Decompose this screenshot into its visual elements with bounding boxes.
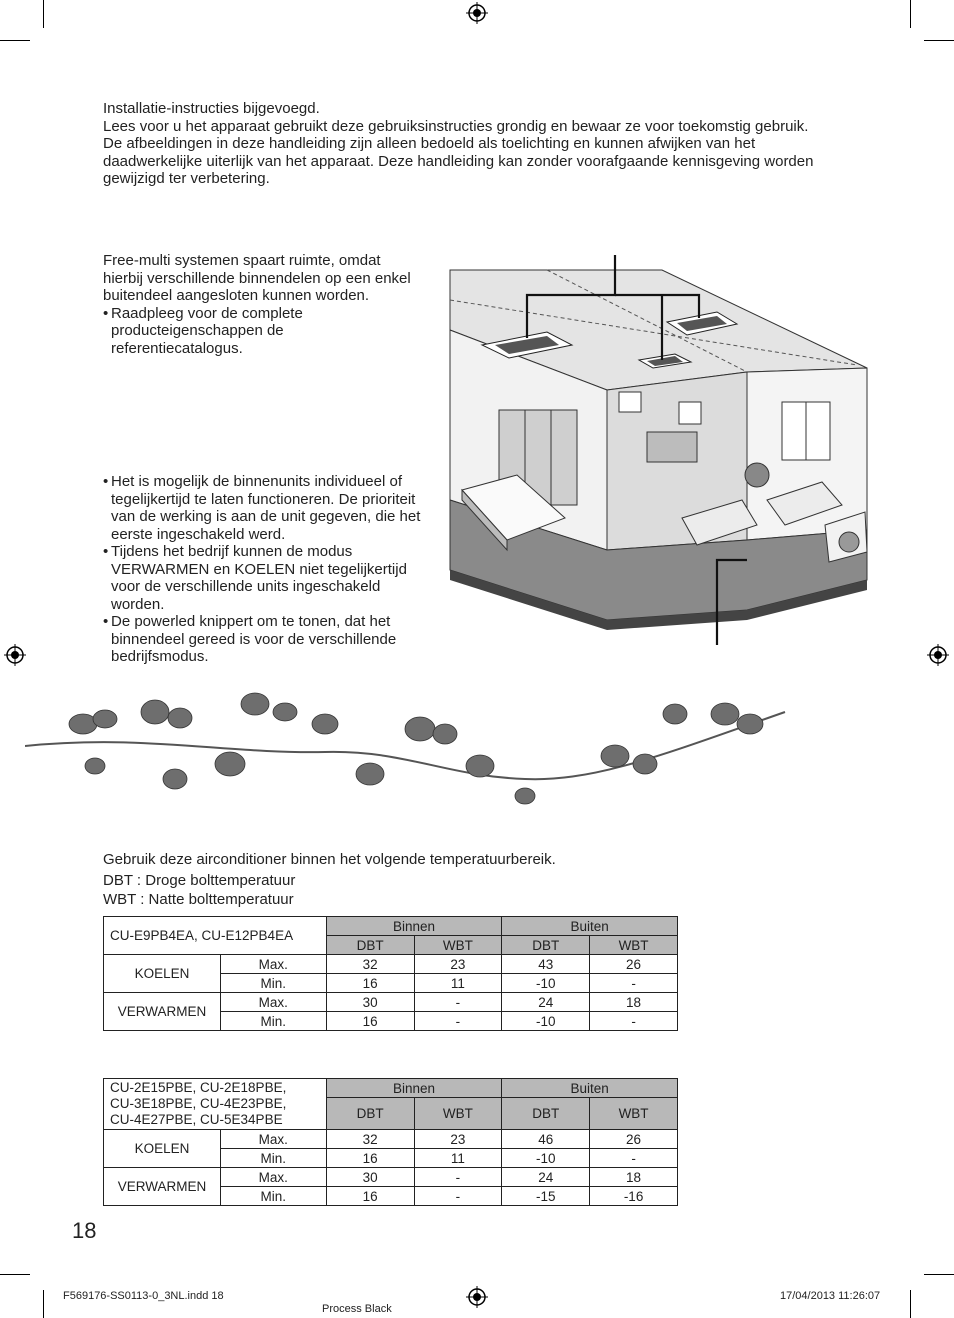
value-cell: 23	[414, 1130, 502, 1149]
model-line: CU-3E18PBE, CU-4E23PBE,	[110, 1096, 287, 1111]
limit-cell: Max.	[220, 955, 326, 974]
value-cell: 16	[326, 1187, 414, 1206]
value-cell: 30	[326, 1168, 414, 1187]
value-cell: 24	[502, 993, 590, 1012]
feature-bullet: • Het is mogelijk de binnenunits individueel of tegelijkertijd te laten functioneren. De prioriteit van de werking is aan de unit gegeven, die het eerste ingeschakeld werd.	[103, 473, 433, 543]
feature-paragraph: Free-multi systemen spaart ruimte, omdat hierbij verschillende binnendelen op een enkel buitendeel aangesloten kunnen worden.	[103, 252, 411, 304]
temperature-range-text	[103, 850, 803, 909]
multi-split-room-illustration	[447, 250, 872, 645]
value-cell: 16	[326, 974, 414, 993]
limit-cell: Max.	[220, 993, 326, 1012]
header-dbt: DBT	[502, 1098, 590, 1130]
value-cell: 18	[590, 993, 678, 1012]
intro-line: De afbeeldingen in deze handleiding zijn alleen bedoeld als toelichting en kunnen afwijken van het daadwerkelijke uiterlijk van het apparaat. Deze handleiding kan zonder voorafgaande kennisgeving worden gewijzigd ter verbetering.	[103, 135, 814, 187]
feature-bullet: • Tijdens het bedrijf kunnen de modus VERWARMEN en KOELEN niet tegelijkertijd voor de verschillende units ingeschakeld worden.	[103, 543, 408, 613]
footer-process: Process Black	[322, 1303, 392, 1315]
value-cell: 23	[414, 955, 502, 974]
crop-mark	[0, 40, 30, 41]
value-cell: -15	[502, 1187, 590, 1206]
value-cell: 46	[502, 1130, 590, 1149]
crop-mark	[0, 1274, 30, 1275]
table-row	[104, 1168, 678, 1187]
feature-text-free-multi	[103, 252, 423, 357]
value-cell: -10	[502, 974, 590, 993]
mode-cell: VERWARMEN	[104, 993, 221, 1031]
crop-mark	[910, 0, 911, 28]
page-number: 18	[72, 1218, 97, 1243]
temperature-table-1	[103, 916, 678, 1031]
value-cell: 11	[414, 1149, 502, 1168]
crop-mark	[924, 40, 954, 41]
crop-mark	[910, 1290, 911, 1318]
value-cell: -	[414, 1168, 502, 1187]
value-cell: -	[590, 1149, 678, 1168]
crop-mark	[43, 1290, 44, 1318]
header-dbt: DBT	[502, 936, 590, 955]
header-wbt: WBT	[590, 1098, 678, 1130]
table-row	[104, 993, 678, 1012]
feature-bullet: • Raadpleeg voor de complete producteigenschappen de referentiecatalogus.	[103, 305, 333, 358]
table-row	[104, 955, 678, 974]
value-cell: -10	[502, 1149, 590, 1168]
limit-cell: Max.	[220, 1130, 326, 1149]
limit-cell: Max.	[220, 1168, 326, 1187]
value-cell: 30	[326, 993, 414, 1012]
header-wbt: WBT	[414, 936, 502, 955]
table-row	[104, 1130, 678, 1149]
header-buiten: Buiten	[502, 917, 678, 936]
value-cell: -	[414, 1012, 502, 1031]
value-cell: 16	[326, 1012, 414, 1031]
header-dbt: DBT	[326, 936, 414, 955]
header-buiten: Buiten	[502, 1079, 678, 1098]
registration-mark-icon	[927, 644, 949, 666]
header-wbt: WBT	[414, 1098, 502, 1130]
footer-file-name: F569176-SS0113-0_3NL.indd 18	[63, 1290, 224, 1302]
feature-bullet: • De powerled knippert om te tonen, dat het binnendeel gereed is voor de verschillende bedrijfsmodus.	[103, 613, 433, 666]
registration-mark-icon	[4, 644, 26, 666]
header-dbt: DBT	[326, 1098, 414, 1130]
mode-cell: VERWARMEN	[104, 1168, 221, 1206]
mode-cell: KOELEN	[104, 955, 221, 993]
limit-cell: Min.	[220, 1149, 326, 1168]
value-cell: -10	[502, 1012, 590, 1031]
temperature-intro: Gebruik deze airconditioner binnen het volgende temperatuurbereik.	[103, 851, 556, 868]
temperature-table-2	[103, 1078, 678, 1206]
header-binnen: Binnen	[326, 917, 502, 936]
header-wbt: WBT	[590, 936, 678, 955]
intro-line: Installatie-instructies bijgevoegd.	[103, 100, 320, 117]
limit-cell: Min.	[220, 1187, 326, 1206]
model-line: CU-2E15PBE, CU-2E18PBE,	[110, 1080, 287, 1095]
value-cell: 16	[326, 1149, 414, 1168]
feature-text-operation	[103, 473, 433, 666]
registration-mark-icon	[466, 1286, 488, 1308]
value-cell: -	[590, 1012, 678, 1031]
model-cell: CU-E9PB4EA, CU-E12PB4EA	[104, 917, 327, 955]
crop-mark	[924, 1274, 954, 1275]
value-cell: 26	[590, 1130, 678, 1149]
intro-line: Lees voor u het apparaat gebruikt deze gebruiksinstructies grondig en bewaar ze voor toekomstig gebruik.	[103, 117, 809, 135]
footer-date: 17/04/2013 11:26:07	[780, 1290, 881, 1302]
value-cell: 26	[590, 955, 678, 974]
value-cell: 24	[502, 1168, 590, 1187]
model-cell	[104, 1079, 327, 1130]
crop-mark	[43, 0, 44, 28]
value-cell: -16	[590, 1187, 678, 1206]
dbt-definition: DBT : Droge bolttemperatuur	[103, 872, 296, 889]
mode-cell: KOELEN	[104, 1130, 221, 1168]
value-cell: 32	[326, 1130, 414, 1149]
value-cell: 43	[502, 955, 590, 974]
wbt-definition: WBT : Natte bolttemperatuur	[103, 891, 294, 908]
limit-cell: Min.	[220, 1012, 326, 1031]
limit-cell: Min.	[220, 974, 326, 993]
model-line: CU-4E27PBE, CU-5E34PBE	[110, 1112, 283, 1127]
value-cell: -	[414, 1187, 502, 1206]
header-binnen: Binnen	[326, 1079, 502, 1098]
value-cell: 18	[590, 1168, 678, 1187]
value-cell: 11	[414, 974, 502, 993]
decorative-leaves-banner	[25, 684, 795, 814]
intro-text	[103, 100, 843, 188]
registration-mark-icon	[466, 2, 488, 24]
value-cell: 32	[326, 955, 414, 974]
value-cell: -	[414, 993, 502, 1012]
value-cell: -	[590, 974, 678, 993]
